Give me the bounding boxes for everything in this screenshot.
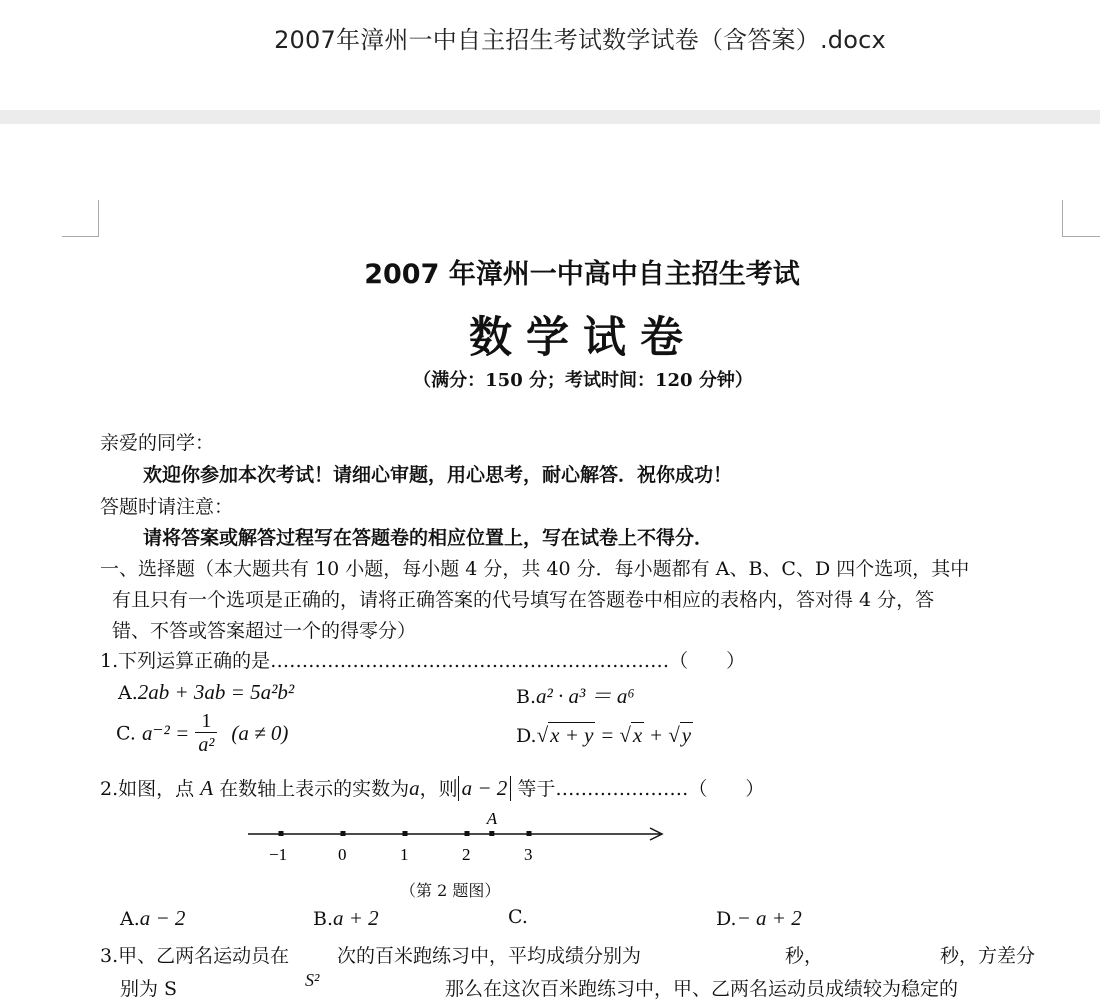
sqrt-icon: √ (619, 723, 631, 747)
number-line-tick (465, 831, 470, 836)
welcome-text: 欢迎你参加本次考试！请细心审题，用心思考，耐心解答．祝你成功！ (143, 464, 733, 486)
q3-stem-part4: 秒，方差分 (940, 945, 1036, 967)
q2-stem (100, 774, 764, 801)
q1-option-d-r1: x (632, 723, 643, 747)
q1-option-d-plus: + (650, 723, 663, 747)
section1-line3: 错、不答或答案超过一个的得零分） (112, 620, 417, 642)
q1-option-d-equals: = (601, 723, 614, 747)
notice-title: 答题时请注意： (100, 496, 234, 518)
q1-option-b (516, 680, 635, 710)
q2-option-d (716, 906, 802, 931)
q2-stem-then: ，则 (419, 778, 458, 800)
number-line-tick (403, 831, 408, 836)
q2-option-b (313, 906, 379, 931)
number-line-tick (527, 831, 532, 836)
q2-figure-caption: （第 2 题图） (400, 881, 501, 900)
q2-option-b-label: B. (313, 908, 334, 930)
doc-heading: 数学试卷 (469, 313, 697, 363)
q1-option-c-lhs: a⁻² = (141, 721, 190, 745)
q2-stem-pre: 2.如图，点 (100, 778, 195, 800)
sqrt-icon: √ (536, 723, 549, 747)
q2-option-a (120, 906, 185, 931)
q1-option-d-label: D. (516, 725, 537, 747)
number-line-tick (341, 831, 346, 836)
q1-option-d-radicand: x + y (550, 723, 594, 747)
file-title: 2007年漳州一中自主招生考试数学试卷（含答案）.docx (274, 26, 886, 54)
page-corner-mark-right (1062, 200, 1100, 237)
number-line-tick-label: 0 (338, 845, 347, 864)
q1-option-c-denominator: a² (195, 732, 217, 757)
q2-option-d-label: D. (716, 908, 737, 930)
q1-option-c-condition: (a ≠ 0) (231, 721, 289, 745)
number-line-tick-label: 3 (524, 845, 533, 864)
q3-stem-part7: 那么在这次百米跑练习中，甲、乙两名运动员成绩较为稳定的 (445, 978, 959, 1000)
number-line-point-label: A (486, 810, 498, 828)
greeting: 亲爱的同学： (100, 432, 215, 454)
number-line-point-a (489, 831, 494, 836)
q3-stem-part5: 别为 S (120, 978, 178, 1000)
q2-abs-expr: a − 2 (458, 776, 512, 801)
q2-option-a-label: A. (120, 908, 140, 930)
q2-stem-post: 等于…………………（ ） (517, 778, 765, 800)
q1-option-a-expr: 2ab + 3ab = 5a²b² (137, 680, 295, 704)
number-line-tick-label: −1 (269, 845, 288, 864)
q1-option-d (516, 722, 693, 748)
q2-point: A (200, 776, 214, 800)
sqrt-icon: √ (668, 723, 680, 747)
q1-option-c-numerator: 1 (201, 710, 212, 732)
window-header (0, 0, 1100, 110)
q1-option-d-r2: y (681, 723, 692, 747)
q2-stem-mid: 在数轴上表示的实数为 (219, 778, 410, 800)
q1-option-c (116, 710, 288, 757)
q1-option-a-label: A. (118, 682, 138, 704)
q1-stem: 1.下列运算正确的是………………………………………………………（ ） (100, 650, 746, 672)
doc-title: 2007 年漳州一中高中自主招生考试 (364, 259, 800, 290)
q2-option-b-expr: a + 2 (333, 906, 379, 930)
q3-stem-part3: 秒， (785, 945, 824, 967)
q1-option-b-expr: a² · a³ ＝ a⁶ (536, 684, 635, 708)
q3-stem-part6: S² (305, 970, 320, 990)
q3-stem-part2: 次的百米跑练习中，平均成绩分别为 (337, 945, 642, 967)
q1-option-c-fraction (195, 710, 217, 757)
q2-option-c-label: C. (508, 906, 528, 928)
number-line-tick-label: 2 (462, 845, 471, 864)
q2-var: a (409, 776, 420, 800)
header-divider (0, 110, 1100, 125)
section1-line2: 有且只有一个选项是正确的，请将正确答案的代号填写在答题卷中相应的表格内，答对得 4 分，答 (112, 589, 935, 611)
q1-option-a (118, 680, 294, 705)
q1-option-b-label: B. (516, 686, 537, 708)
q1-option-c-label: C. (116, 722, 136, 745)
number-line-tick (279, 831, 284, 836)
number-line-figure (246, 810, 686, 870)
q3-stem-part1: 3.甲、乙两名运动员在 (100, 945, 290, 967)
section1-line1: 一、选择题（本大题共有 10 小题，每小题 4 分，共 40 分．每小题都有 A、B、C、D 四个选项，其中 (100, 558, 970, 580)
q2-option-d-expr: − a + 2 (736, 906, 802, 930)
q2-option-a-expr: a − 2 (139, 906, 186, 930)
doc-subtitle: （满分：150 分；考试时间：120 分钟） (413, 370, 753, 391)
number-line-tick-label: 1 (400, 845, 409, 864)
notice-text: 请将答案或解答过程写在答题卷的相应位置上，写在试卷上不得分． (143, 527, 714, 549)
q2-option-c (508, 906, 528, 928)
page-corner-mark-left (62, 200, 99, 237)
